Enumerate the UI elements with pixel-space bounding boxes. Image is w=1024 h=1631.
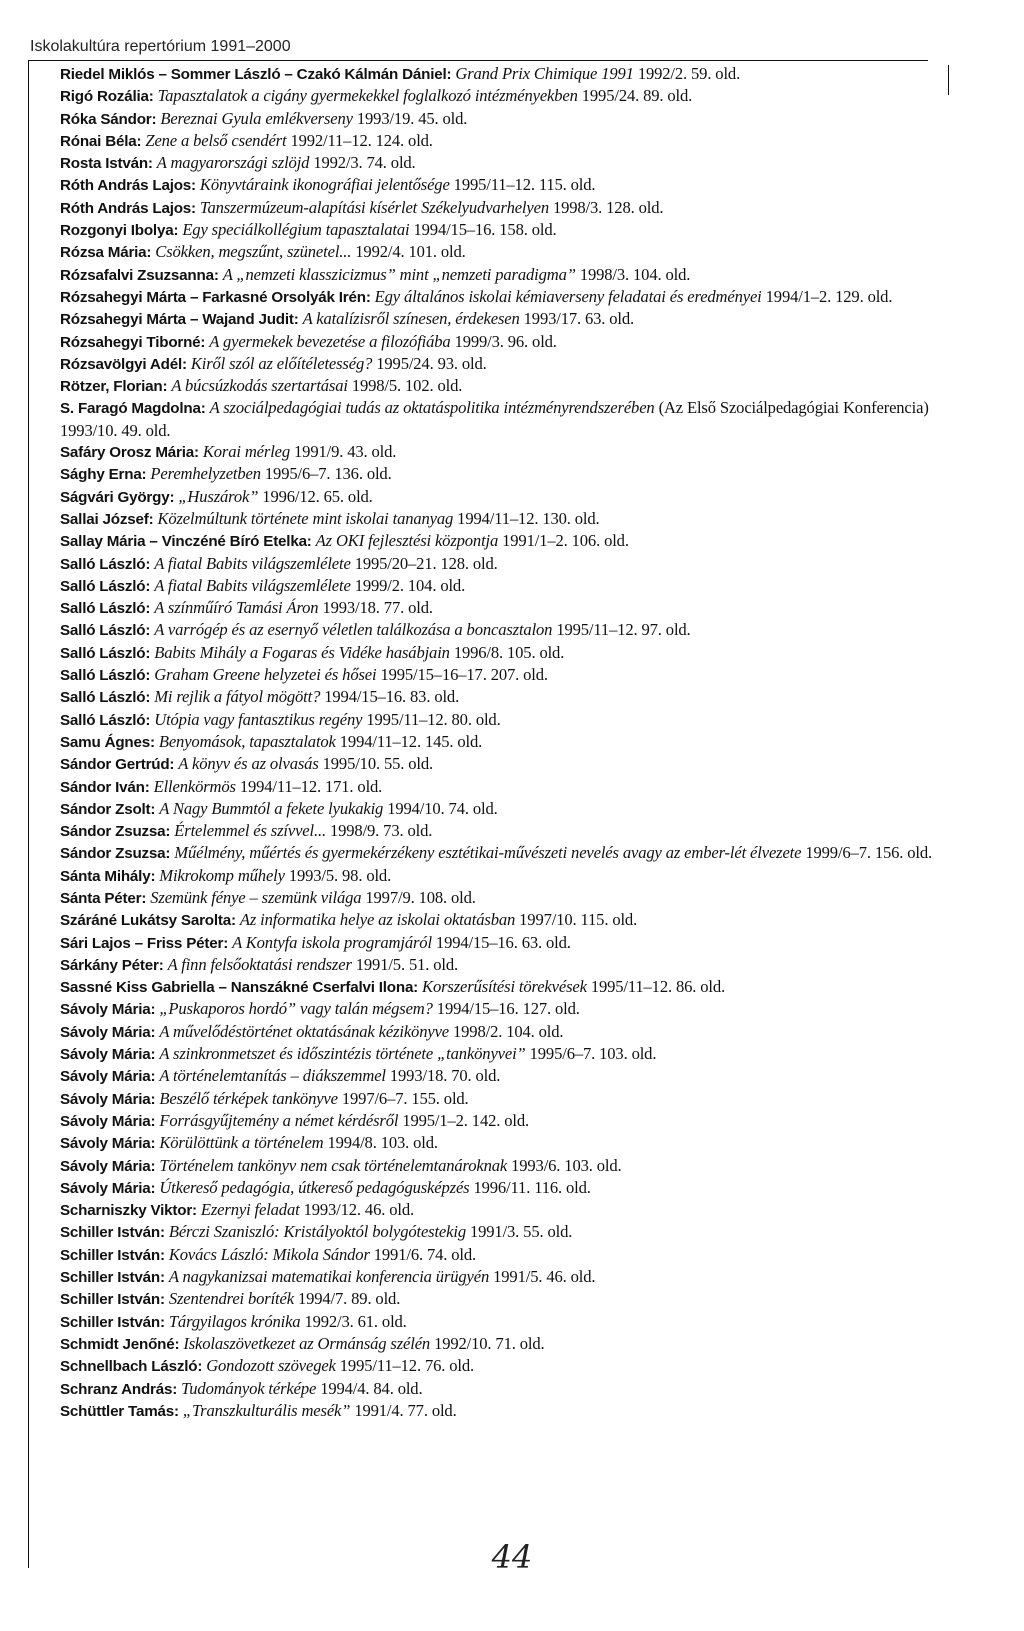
entry-title: Szemünk fénye – szemünk világa: [150, 887, 362, 907]
bibliography-entry: [60, 463, 980, 485]
entry-source: 1992/2. 59. old.: [637, 64, 741, 83]
entry-title: Babits Mihály a Fogaras és Vidéke hasábjain: [154, 642, 450, 662]
entry-source: 1999/2. 104. old.: [354, 575, 466, 595]
entry-title: Forrásgyűjtemény a német kérdésről: [159, 1110, 399, 1130]
entry-source: 1991/4. 77. old.: [354, 1400, 457, 1420]
entry-author: Sávoly Mária:: [60, 1135, 156, 1153]
entry-source: 1995/11–12. 97. old.: [556, 620, 691, 640]
entry-author: Sassné Kiss Gabriella – Nanszákné Cserfalvi Ilona:: [60, 979, 419, 997]
entry-author: Sághy Erna:: [60, 466, 147, 484]
entry-source: 1993/12. 46. old.: [303, 1200, 414, 1220]
bibliography-entry: [60, 731, 980, 753]
bibliography-list: [60, 63, 980, 1422]
entry-source: 1994/15–16. 63. old.: [435, 932, 571, 952]
entry-source: 1997/9. 108. old.: [365, 887, 476, 907]
entry-source: 1996/8. 105. old.: [453, 642, 565, 662]
entry-author: Rózsahegyi Márta – Farkasné Orsolyák Irén:: [60, 288, 371, 306]
bibliography-entry: [60, 1177, 980, 1199]
entry-author: Safáry Orosz Mária:: [60, 444, 199, 462]
entry-author: Rötzer, Florian:: [60, 378, 168, 396]
entry-author: Samu Ágnes:: [60, 733, 155, 751]
entry-source: 1998/3. 104. old.: [579, 264, 691, 284]
entry-source: 1994/11–12. 130. old.: [457, 508, 600, 528]
entry-author: Róka Sándor:: [60, 110, 157, 128]
entry-title: A búcsúzkodás szertartásai: [171, 376, 348, 396]
entry-source: 1995/24. 93. old.: [376, 353, 487, 373]
bibliography-entry: [60, 219, 980, 241]
entry-title: A Kontyfa iskola programjáról: [232, 932, 432, 952]
bibliography-entry: [60, 486, 980, 508]
bibliography-entry: [60, 530, 980, 552]
entry-source: 1996/12. 65. old.: [262, 486, 373, 506]
entry-title: Tanszermúzeum-alapítási kísérlet Székelyudvarhelyen: [199, 197, 549, 217]
entry-author: Riedel Miklós – Sommer László – Czakó Kálmán Dániel:: [60, 66, 452, 83]
entry-author: Schüttler Tamás:: [60, 1402, 179, 1420]
entry-source: 1995/6–7. 136. old.: [264, 464, 392, 484]
entry-title: A „nemzeti klasszicizmus” mint „nemzeti paradigma”: [222, 264, 576, 284]
entry-title: A nagykanizsai matematikai konferencia ürügyén: [168, 1267, 490, 1287]
page-number: 44: [491, 1538, 533, 1576]
bibliography-entry: [60, 686, 980, 708]
entry-author: Sávoly Mária:: [60, 1001, 156, 1019]
entry-source: 1994/11–12. 171. old.: [239, 776, 383, 796]
bibliography-entry: [60, 954, 980, 976]
left-margin-rule: [28, 60, 29, 1568]
entry-author: Sallay Mária – Vinczéné Bíró Etelka:: [60, 533, 312, 551]
entry-source: 1995/24. 89. old.: [581, 86, 693, 106]
entry-author: Schiller István:: [60, 1291, 165, 1309]
entry-author: Schranz András:: [60, 1380, 178, 1398]
entry-title: A szinkronmetszet és időszintézis története „tankönyvei”: [159, 1044, 526, 1064]
entry-title: Ezernyi feladat: [200, 1200, 300, 1220]
entry-source: 1998/3. 128. old.: [552, 197, 664, 217]
running-head: Iskolakultúra repertórium 1991–2000: [30, 38, 291, 55]
entry-title: A könyv és az olvasás: [178, 754, 319, 774]
entry-source: 1998/9. 73. old.: [329, 821, 433, 841]
entry-title: Az OKI fejlesztési központja: [315, 531, 499, 551]
entry-title: „Puskaporos hordó” vagy talán mégsem?: [159, 999, 433, 1019]
entry-source: 1993/19. 45. old.: [356, 108, 468, 128]
entry-author: Sávoly Mária:: [60, 1112, 156, 1130]
entry-author: Salló László:: [60, 555, 151, 573]
entry-source: 1993/18. 77. old.: [322, 598, 433, 618]
entry-source: 1993/6. 103. old.: [511, 1155, 622, 1175]
bibliography-entry: [60, 842, 980, 864]
entry-title: Történelem tankönyv nem csak történelemtanároknak: [159, 1155, 508, 1175]
entry-source: 1994/11–12. 145. old.: [339, 731, 483, 751]
entry-source: 1995/1–2. 142. old.: [402, 1110, 529, 1130]
entry-title: Kovács László: Mikola Sándor: [168, 1244, 370, 1264]
entry-author: Rónai Béla:: [60, 132, 142, 150]
entry-source: 1995/11–12. 86. old.: [590, 977, 726, 997]
entry-source: 1994/4. 84. old.: [320, 1378, 423, 1398]
entry-title: Az informatika helye az iskolai oktatásban: [239, 910, 516, 930]
bibliography-entry: [60, 108, 980, 130]
entry-author: Sándor Zsuzsa:: [60, 845, 171, 863]
entry-author: Rózsahegyi Márta – Wajand Judit:: [60, 311, 299, 329]
entry-title: A művelődéstörténet oktatásának kézikönyve: [159, 1021, 450, 1041]
bibliography-entry: [60, 63, 980, 85]
entry-source: 1992/3. 61. old.: [304, 1311, 407, 1331]
entry-author: Salló László:: [60, 622, 151, 640]
bibliography-entry: [60, 441, 980, 463]
bibliography-entry: [60, 709, 980, 731]
entry-title: Grand Prix Chimique 1991: [455, 64, 634, 83]
entry-author: Sándor Gertrúd:: [60, 756, 175, 774]
entry-author: Sávoly Mária:: [60, 1068, 156, 1086]
entry-source: 1991/1–2. 106. old.: [502, 531, 629, 551]
entry-title: Iskolaszövetkezet az Ormánság szélén: [183, 1333, 431, 1353]
entry-author: Rózsafalvi Zsuzsanna:: [60, 266, 219, 284]
entry-source: 1991/5. 51. old.: [355, 954, 458, 974]
entry-author: Sándor Iván:: [60, 778, 150, 796]
entry-title: Korai mérleg: [202, 442, 291, 462]
entry-source: 1992/3. 74. old.: [313, 153, 416, 173]
entry-author: Schnellbach László:: [60, 1358, 203, 1376]
bibliography-entry: [60, 932, 980, 954]
entry-author: S. Faragó Magdolna:: [60, 400, 206, 418]
entry-author: Sárkány Péter:: [60, 956, 164, 974]
entry-author: Sallai József:: [60, 510, 154, 528]
entry-source: 1994/15–16. 127. old.: [436, 999, 580, 1019]
entry-source: 1991/3. 55. old.: [469, 1222, 573, 1242]
entry-source: 1994/15–16. 158. old.: [413, 220, 557, 240]
entry-title: „Transzkulturális mesék”: [182, 1400, 351, 1420]
bibliography-entry: [60, 1221, 980, 1243]
entry-source: 1993/17. 63. old.: [523, 309, 635, 329]
bibliography-entry: [60, 397, 980, 441]
bibliography-entry: [60, 664, 980, 686]
entry-source: 1994/10. 74. old.: [387, 798, 498, 818]
entry-title: Bereznai Gyula emlékverseny: [160, 108, 353, 128]
entry-title: A finn felsőoktatási rendszer: [167, 954, 352, 974]
entry-title: A magyarországi szlöjd: [156, 153, 310, 173]
bibliography-entry: [60, 820, 980, 842]
entry-source: 1997/6–7. 155. old.: [341, 1088, 469, 1108]
bibliography-entry: [60, 1132, 980, 1154]
entry-title: A szociálpedagógiai tudás az oktatáspolitika intézményrendszerében: [209, 398, 655, 418]
entry-source: 1993/18. 70. old.: [389, 1066, 501, 1086]
bibliography-entry: [60, 1155, 980, 1177]
entry-author: Róth András Lajos:: [60, 199, 196, 217]
bibliography-entry: [60, 865, 980, 887]
bibliography-entry: [60, 308, 980, 330]
entry-source: 1992/4. 101. old.: [355, 242, 466, 262]
entry-title: Tárgyilagos krónika: [168, 1311, 301, 1331]
entry-author: Rozgonyi Ibolya:: [60, 222, 179, 240]
entry-author: Schiller István:: [60, 1269, 165, 1287]
bibliography-entry: [60, 1088, 980, 1110]
entry-title: Benyomások, tapasztalatok: [158, 731, 336, 751]
bibliography-entry: [60, 1378, 980, 1400]
entry-title: Kiről szól az előítéletesség?: [190, 353, 373, 373]
bibliography-entry: [60, 286, 980, 308]
entry-author: Sándor Zsolt:: [60, 800, 156, 818]
entry-author: Salló László:: [60, 577, 151, 595]
entry-author: Salló László:: [60, 667, 151, 685]
bibliography-entry: [60, 1110, 980, 1132]
bibliography-entry: [60, 353, 980, 375]
entry-title: Egy általános iskolai kémiaverseny feladatai és eredményei: [374, 286, 762, 306]
entry-source: 1991/5. 46. old.: [493, 1267, 596, 1287]
bibliography-entry: [60, 909, 980, 931]
entry-source: 1994/1–2. 129. old.: [765, 286, 893, 306]
entry-title: Tapasztalatok a cigány gyermekekkel foglalkozó intézményekben: [157, 86, 578, 106]
entry-title: Közelmúltunk története mint iskolai tananyag: [157, 508, 454, 528]
bibliography-entry: [60, 619, 980, 641]
bibliography-entry: [60, 597, 980, 619]
entry-author: Salló László:: [60, 689, 151, 707]
bibliography-entry: [60, 1244, 980, 1266]
entry-author: Rosta István:: [60, 155, 153, 173]
entry-title: Peremhelyzetben: [150, 464, 261, 484]
entry-title: Csökken, megszűnt, szünetel...: [155, 242, 352, 262]
entry-title: Mikrokomp műhely: [159, 865, 285, 885]
entry-author: Rigó Rozália:: [60, 88, 154, 106]
entry-source: 1992/10. 71. old.: [434, 1333, 545, 1353]
entry-author: Sávoly Mária:: [60, 1023, 156, 1041]
entry-title: A színműíró Tamási Áron: [154, 598, 319, 618]
bibliography-entry: [60, 575, 980, 597]
entry-author: Róth András Lajos:: [60, 177, 196, 195]
entry-author: Rózsavölgyi Adél:: [60, 355, 187, 373]
entry-title: Könyvtáraink ikonográfiai jelentősége: [199, 175, 450, 195]
entry-source: 1995/10. 55. old.: [322, 754, 434, 774]
bibliography-entry: [60, 998, 980, 1020]
entry-title: A történelemtanítás – diákszemmel: [159, 1066, 386, 1086]
entry-title: Bérczi Szaniszló: Kristályoktól bolygótestekig: [168, 1222, 466, 1242]
bibliography-entry: [60, 1355, 980, 1377]
bibliography-entry: [60, 152, 980, 174]
entry-title: A Nagy Bummtól a fekete lyukakig: [159, 798, 384, 818]
entry-author: Sávoly Mária:: [60, 1179, 156, 1197]
bibliography-entry: [60, 1021, 980, 1043]
entry-source: 1995/20–21. 128. old.: [354, 553, 498, 573]
entry-source: 1999/3. 96. old.: [454, 331, 557, 351]
entry-source: 1998/5. 102. old.: [351, 376, 463, 396]
bibliography-entry: [60, 508, 980, 530]
bibliography-entry: [60, 197, 980, 219]
entry-source: 1994/7. 89. old.: [297, 1289, 401, 1309]
entry-source: 1995/6–7. 103. old.: [529, 1044, 657, 1064]
bibliography-entry: [60, 130, 980, 152]
bibliography-entry: [60, 642, 980, 664]
entry-author: Salló László:: [60, 644, 151, 662]
entry-title: Mi rejlik a fátyol mögött?: [154, 687, 321, 707]
bibliography-entry: [60, 1311, 980, 1333]
bibliography-entry: [60, 264, 980, 286]
bibliography-entry: [60, 976, 980, 998]
entry-author: Sávoly Mária:: [60, 1157, 156, 1175]
bibliography-entry: [60, 1065, 980, 1087]
entry-title: Körülöttünk a történelem: [159, 1133, 324, 1153]
entry-author: Salló László:: [60, 711, 151, 729]
entry-author: Száráné Lukátsy Sarolta:: [60, 912, 236, 930]
entry-title: A varrógép és az esernyő véletlen találkozása a boncasztalon: [154, 620, 553, 640]
entry-author: Rózsa Mária:: [60, 244, 152, 262]
entry-title: A katalízisről színesen, érdekesen: [302, 309, 520, 329]
bibliography-entry: [60, 776, 980, 798]
bibliography-entry: [60, 1043, 980, 1065]
entry-title: Szentendrei boríték: [168, 1289, 294, 1309]
entry-source: 1991/9. 43. old.: [294, 442, 397, 462]
bibliography-entry: [60, 375, 980, 397]
entry-author: Schiller István:: [60, 1313, 165, 1331]
entry-title: A fiatal Babits világszemlélete: [154, 575, 351, 595]
entry-source: 1991/6. 74. old.: [373, 1244, 477, 1264]
entry-title: Műélmény, műértés és gyermekérzékeny esztétikai-művészeti nevelés avagy az ember-lét élvezete: [174, 843, 802, 863]
bibliography-entry: [60, 753, 980, 775]
entry-title: Graham Greene helyzetei és hősei: [154, 665, 377, 685]
bibliography-entry: [60, 174, 980, 196]
entry-source: 1997/10. 115. old.: [519, 910, 638, 930]
bibliography-entry: [60, 887, 980, 909]
entry-title: Utópia vagy fantasztikus regény: [154, 709, 363, 729]
entry-author: Sándor Zsuzsa:: [60, 823, 171, 841]
entry-author: Salló László:: [60, 600, 151, 618]
entry-author: Sánta Mihály:: [60, 867, 156, 885]
entry-title: Ellenkörmös: [153, 776, 236, 796]
entry-source: 1994/8. 103. old.: [327, 1133, 438, 1153]
bibliography-entry: [60, 553, 980, 575]
entry-source: 1998/2. 104. old.: [453, 1021, 564, 1041]
bibliography-entry: [60, 1400, 980, 1422]
entry-source: 1994/15–16. 83. old.: [324, 687, 460, 707]
entry-source: 1995/11–12. 76. old.: [339, 1356, 474, 1376]
bibliography-entry: [60, 1266, 980, 1288]
entry-author: Sávoly Mária:: [60, 1046, 156, 1064]
entry-source: 1999/6–7. 156. old.: [805, 843, 933, 863]
entry-author: Schmidt Jenőné:: [60, 1335, 180, 1353]
entry-source: 1992/11–12. 124. old.: [290, 130, 433, 150]
entry-source: 1995/11–12. 80. old.: [366, 709, 501, 729]
entry-author: Schiller István:: [60, 1224, 165, 1242]
entry-title: Beszélő térképek tankönyve: [159, 1088, 338, 1108]
bibliography-entry: [60, 85, 980, 107]
entry-author: Schiller István:: [60, 1246, 165, 1264]
header-rule: [28, 60, 928, 61]
entry-title: Útkereső pedagógia, útkereső pedagógusképzés: [159, 1177, 470, 1197]
entry-title: Korszerűsítési törekvések: [422, 977, 587, 997]
entry-source: 1993/5. 98. old.: [288, 865, 392, 885]
entry-title: Tudományok térképe: [181, 1378, 317, 1398]
entry-title: A gyermekek bevezetése a filozófiába: [209, 331, 451, 351]
entry-title: A fiatal Babits világszemlélete: [154, 553, 351, 573]
entry-author: Sári Lajos – Friss Péter:: [60, 934, 229, 952]
entry-author: Scharniszky Viktor:: [60, 1202, 197, 1220]
entry-author: Sánta Péter:: [60, 889, 147, 907]
entry-author: Sávoly Mária:: [60, 1090, 156, 1108]
entry-title: Értelemmel és szívvel...: [174, 821, 326, 841]
entry-source: (Az Első Szociálpedagógiai Konferencia) 1993/10. 49. old.: [60, 398, 929, 440]
entry-title: Zene a belső csendért: [145, 130, 287, 150]
entry-source: 1995/11–12. 115. old.: [453, 175, 596, 195]
bibliography-entry: [60, 331, 980, 353]
entry-title: Gondozott szövegek: [206, 1356, 336, 1376]
entry-title: „Huszárok”: [178, 486, 259, 506]
entry-title: Egy speciálkollégium tapasztalatai: [182, 220, 410, 240]
bibliography-entry: [60, 798, 980, 820]
entry-source: 1996/11. 116. old.: [473, 1177, 591, 1197]
entry-author: Ságvári György:: [60, 488, 175, 506]
bibliography-entry: [60, 1288, 980, 1310]
entry-source: 1995/15–16–17. 207. old.: [380, 665, 548, 685]
bibliography-entry: [60, 1199, 980, 1221]
entry-author: Rózsahegyi Tiborné:: [60, 333, 206, 351]
bibliography-entry: [60, 1333, 980, 1355]
bibliography-entry: [60, 241, 980, 263]
